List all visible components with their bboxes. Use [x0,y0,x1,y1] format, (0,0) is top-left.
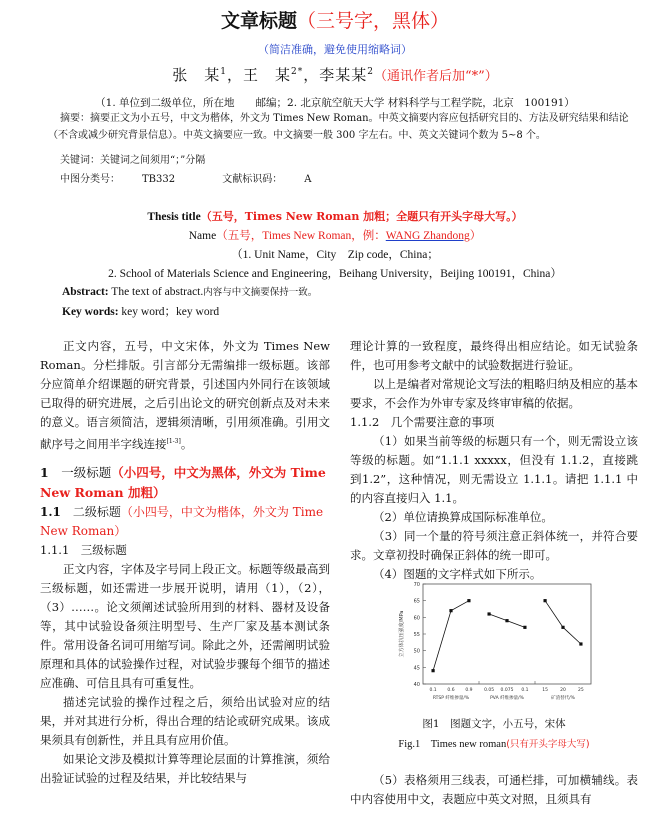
x-tick-label: 0.6 [447,688,455,693]
name-note-prefix: （五号，Times New Roman，例： [216,230,386,242]
h2-number: 1.1 [40,504,61,519]
x-tick-label: 0.1 [429,688,437,693]
english-abstract-text: The text of abstract. [108,286,204,298]
y-tick-label: 50 [413,648,420,655]
plot-frame [423,584,591,684]
data-point [467,599,470,602]
h1-text: 一级标题 [61,464,112,480]
data-point [487,612,490,615]
list-item: （2）单位请换算成国际标准单位。 [373,510,553,524]
x-tick-label: 0.075 [500,688,514,693]
x-tick-label: 0.9 [465,688,473,693]
classification [60,170,356,185]
english-keywords [62,303,219,319]
author-2: ，王 某 [226,66,291,84]
list-item: （1）如果当前等级的标题只有一个，则无需设立该等级的标题。如“1.1.1 xxxxx，但没有 1.1.2，直接跳到1.2”，这种情况，则无需设立 1.1.1。请把 1.1.1 中的内容直接归入 1.1。 [350,434,638,505]
x-tick-label: 20 [560,688,566,693]
series-line [545,601,581,644]
h1-number: 1 [40,464,49,480]
heading-level-3 [40,541,330,560]
para-end: 。 [180,436,193,451]
h1-note: （小四号，中文为黑体，外文为 Time New Roman 加粗） [40,464,326,500]
x-tick-label: 0.1 [521,688,529,693]
x-tick-label: 0.05 [484,688,495,693]
body-paragraph: 理论计算的一致程度，最终得出相应结论。如无试验条件，也可用参考文献中的试验数据进行验证。 [350,339,638,372]
doc-label: 文献标识码： [222,174,283,185]
english-abstract [62,284,317,298]
title-note: （三号字，黑体） [297,10,450,32]
english-name [0,227,670,243]
left-column [40,337,330,788]
english-affiliation-2: 2. School of Materials Science and Engineering，Beihang University，Beijing 100191，China） [108,268,562,280]
x-tick-label: 25 [578,688,584,693]
english-name-label: Name [188,230,217,242]
body-paragraph [40,337,330,454]
y-tick-label: 70 [413,582,420,588]
figure-caption-en [350,736,638,751]
english-name-note [216,230,481,242]
author-note: （通讯作者后加“*”） [373,69,498,84]
right-column-continued [350,771,638,809]
y-tick-label: 45 [413,665,420,672]
doc-value: A [304,174,312,185]
author-2-sup: 2* [290,67,304,77]
h3-text: 三级标题 [80,542,127,557]
data-point [449,609,452,612]
heading-level-3 [350,413,638,432]
body-paragraph: 以上是编者对常规论文写法的粗略归纳及相应的基本要求，不会作为外审专家及终审审稿的依据。 [350,377,638,410]
english-title-text: Thesis title [147,211,201,223]
fig-caption-en-note: (只有开头字母大写) [506,739,590,750]
english-affiliation-1: （1. Unit Name，City Zip code，China； [231,249,439,261]
body-paragraph: 如果论文涉及模拟计算等理论层面的计算推演，须给出验证试验的过程及结果，并比较结果与 [40,751,330,785]
figure-chart [395,578,595,706]
h3-number: 1.1.1 [40,542,70,557]
english-title-note: （五号，Times New Roman 加粗；全题只有开头字母大写。） [200,210,523,223]
clc-label: 中图分类号： [60,174,120,185]
name-example: WANG Zhandong [385,230,470,242]
subtitle-note: （简洁准确，避免使用缩略词） [258,43,412,56]
right-column [350,337,638,584]
h3-text: 几个需要注意的事项 [390,415,495,429]
x-tick-label: 15 [542,688,548,693]
abstract-text: 摘要正文为小五号，中文为楷体，外文为 Times New Roman。中英文摘要内容应包括研究目的、方法及研究结果和结论（不含或减少研究背景信息）。中英文摘要应一致。中文摘要一般 300 字左右。中、英文关键词个数为 5~8 个。 [48,113,629,141]
figure-caption: 图1 图题文字，小五号，宋体 [422,718,566,730]
data-point [505,619,508,622]
list-item: （3）同一个量的符号须注意正斜体统一，并符合要求。文章初投时确保正斜体的统一即可。 [350,529,638,562]
abstract [48,110,638,144]
author-3-sup: 2 [367,67,374,77]
data-point [561,626,564,629]
doc-block [222,174,333,185]
y-axis-label: 立方体抗压强度/MPa [399,610,405,658]
keywords-text: 关键词之间须用“；”分隔 [100,155,206,166]
fig-caption-en-text: Fig.1 Times new roman [398,739,507,750]
data-point [543,599,546,602]
para-text: 正文内容，五号，中文宋体，外文为 Times New Roman。分栏排版。引言部分无需编排一级标题。该部分应简单介绍课题的研究背景，引述国内外同行在该领域已取得的研究进展，之后引出论文的研究创新点及对未来的意义。语言须简洁，逻辑须清晰，引用须准确。引用文献序号之间用半字线连接 [40,339,330,451]
heading-level-1 [40,463,330,503]
h2-text: 二级标题 [72,504,121,519]
name-note-suffix: ） [469,230,482,242]
data-point [523,626,526,629]
body-paragraph: 描述完试验的操作过程之后，须给出试验对应的结果，并对其进行分析，得出合理的结论或研究成果。该成果须具有创新性，并且具有应用价值。 [40,694,330,747]
x-group-label: 矿渣替代/% [551,696,575,701]
abstract-label: 摘要： [60,113,90,124]
citation: [1-3] [166,438,181,445]
list-item: （4）图题的文字样式如下所示。 [373,567,542,581]
english-abstract-note: 内容与中文摘要保持一致。 [203,287,318,298]
keywords-label: 关键词： [60,155,100,166]
y-tick-label: 60 [413,615,420,622]
author-1-sup: 1 [220,67,227,77]
clc-value: TB332 [142,174,176,185]
list-item: （5）表格须用三线表，可通栏排，可加横辅线。表中内容使用中文，表题应中英文对照，且须具有 [350,773,638,806]
x-group-label: RTSP 纤维掺量/% [432,696,470,701]
h3-number: 1.1.2 [350,415,380,429]
data-point [579,642,582,645]
affiliation: （1. 单位到二级单位，所在地 邮编；2. 北京航空航天大学 材料科学与工程学院，北京 100191） [95,97,575,109]
x-group-label: PVA 纤维掺量/% [490,696,524,701]
english-abstract-label: Abstract: [62,286,109,298]
keywords [60,151,205,166]
english-keywords-text: key word；key word [118,306,220,318]
authors-line [0,64,670,85]
title-text: 文章标题 [220,10,297,32]
y-tick-label: 55 [413,632,420,638]
english-keywords-label: Key words: [62,306,119,318]
h2-note: （小四号，中文为楷体，外文为 Time New Roman） [40,504,324,538]
y-tick-label: 65 [413,598,420,605]
clc-block [60,174,197,185]
body-paragraph: 正文内容，字体及字号同上段正文。标题等级最高到三级标题，如还需进一步展开说明，请用（1），（2），（3）……。论文须阐述试验所用到的材料、器材及设备等，其中试验设备须注明型号、生产厂家及基本测试条件。常用设备名词可用缩写词。除此之外，还需阐明试验原理和具体的试验操作过程，对试验步骤每个细节的描述应准确、可信且具有可重复性。 [40,561,330,690]
author-1: 张 某 [172,66,221,84]
heading-level-2 [40,503,330,541]
y-tick-label: 40 [413,682,420,688]
english-title [0,208,670,224]
page-title [0,6,670,33]
author-3: ，李某某 [303,66,368,84]
data-point [431,669,434,672]
